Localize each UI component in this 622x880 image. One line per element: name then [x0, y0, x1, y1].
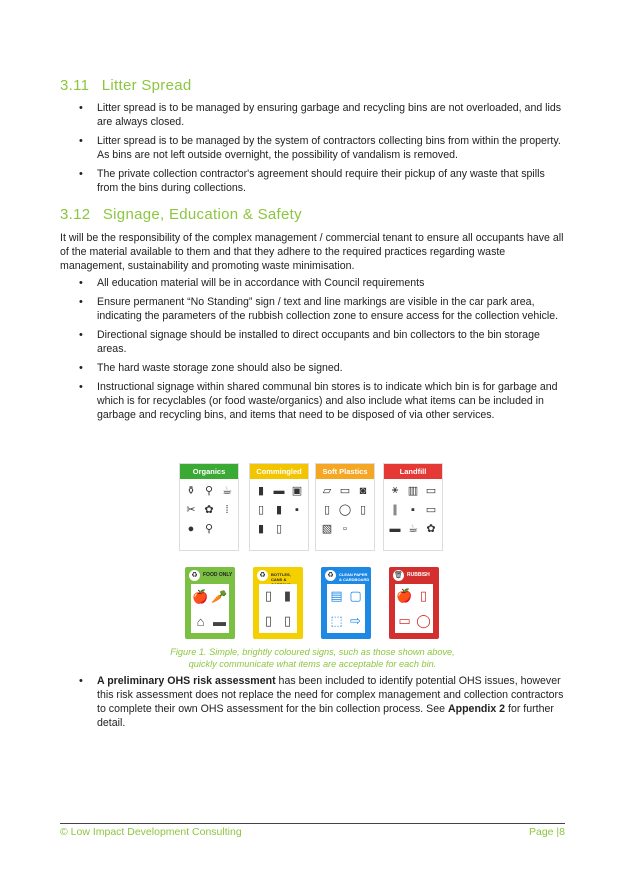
- bin-icon: ♻: [257, 570, 268, 581]
- footer-copyright: © Low Impact Development Consulting: [60, 826, 242, 838]
- ohs-bold: A preliminary OHS risk assessment: [97, 675, 276, 687]
- section-number: 3.11: [60, 77, 90, 94]
- bin-label: RUBBISH: [407, 572, 430, 578]
- list-item: • The private collection contractor's agreement should require their pickup of any waste that spills from the bins during collections.: [60, 167, 565, 195]
- bin-icon: ♻: [325, 570, 336, 581]
- section-heading-3-11: [60, 77, 192, 94]
- bin-icon: ♻: [189, 570, 200, 581]
- list-item: • Litter spread is to be managed by ensuring garbage and recycling bins are not overloaded, and lids are always closed.: [60, 101, 565, 129]
- bin-label: CLEAN PAPER & CARDBOARD: [339, 572, 370, 582]
- section-number: 3.12: [60, 206, 91, 223]
- figure-caption: [60, 646, 565, 670]
- section-heading-3-12: [60, 206, 302, 223]
- list-item: [60, 674, 565, 730]
- caption-line: quickly communicate what items are acceptable for each bin.: [188, 659, 437, 669]
- list-item: • Litter spread is to be managed by the system of contractors collecting bins from within the property. As bins are not left outside overnight, the possibility of vandalism is removed.: [60, 134, 565, 162]
- sign-landfill: Landfill ⚹ ▥ ▭ ∥ ▪ ▭ ▬ ☕ ✿: [383, 463, 443, 551]
- bin-label: FOOD ONLY: [203, 572, 233, 578]
- footer-divider: [60, 823, 565, 824]
- sign-title: Organics: [180, 464, 238, 479]
- sign-commingled: Commingled ▮ ▬ ▣ ▯ ▮ ▪ ▮ ▯: [249, 463, 309, 551]
- bin-sign-rubbish: 🗑 RUBBISH 🍎 ▯ ▭ ◯: [389, 567, 439, 639]
- list-item: • All education material will be in accordance with Council requirements: [60, 276, 565, 290]
- list-item: • The hard waste storage zone should also be signed.: [60, 361, 565, 375]
- sign-title: Landfill: [384, 464, 442, 479]
- signage-list: [60, 276, 565, 427]
- section-title: Litter Spread: [101, 77, 192, 94]
- list-item: • Ensure permanent “No Standing” sign / text and line markings are visible in the car park area, indicating the parameters of the rubbish collection zone to ensure access for the collection vehicle.: [60, 295, 565, 323]
- appendix-link: Appendix 2: [447, 703, 506, 715]
- litter-spread-list: [60, 101, 565, 200]
- bin-sign-clean-paper-cardboard: ♻ CLEAN PAPER & CARDBOARD ▤ ▢ ⬚ ⇨: [321, 567, 371, 639]
- sign-organics: Organics ⚱ ⚲ ☕ ✂ ✿ ⁞ ● ⚲: [179, 463, 239, 551]
- ohs-text-end: for further detail.: [97, 703, 554, 729]
- section-title: Signage, Education & Safety: [102, 206, 302, 223]
- intro-paragraph: It will be the responsibility of the complex management / commercial tenant to ensure all occupants have all of the material available to them and that they adhere to the required practices regarding waste management, sustainability and promoting waste minimisation.: [60, 232, 564, 272]
- caption-line: Figure 1. Simple, brightly coloured signs, such as those shown above,: [170, 647, 455, 657]
- bin-sign-food-only: ♻ FOOD ONLY 🍎 🥕 ⌂ ▬: [185, 567, 235, 639]
- list-item: • Directional signage should be installed to direct occupants and bin collectors to the bin storage areas.: [60, 328, 565, 356]
- sign-title: Soft Plastics: [316, 464, 374, 479]
- ohs-text: has been included to identify potential OHS issues, however this risk assessment does not replace the need for complex management and collection contractors to complete their own OHS assessment for the bin collection process. See: [97, 675, 564, 715]
- bin-sign-bottles-cans-cartons: ♻ BOTTLES, CANS & ▯ ▮ ▯ ▯: [253, 567, 303, 639]
- list-item: • Instructional signage within shared communal bin stores is to indicate which bin is for garbage and which is for recyclables (or food waste/organics) and also include what items can be included in garbage and recycling bins, and items that need to be disposed of via other services.: [60, 380, 565, 422]
- sign-soft-plastics: Soft Plastics ▱ ▭ ◙ ▯ ◯ ▯ ▧ ▫: [315, 463, 375, 551]
- bin-label: BOTTLES, CANS &: [271, 572, 291, 582]
- bin-icon: 🗑: [394, 572, 403, 579]
- ohs-list: [60, 674, 565, 735]
- page-number: Page |8: [528, 826, 565, 838]
- sign-title: Commingled: [250, 464, 308, 479]
